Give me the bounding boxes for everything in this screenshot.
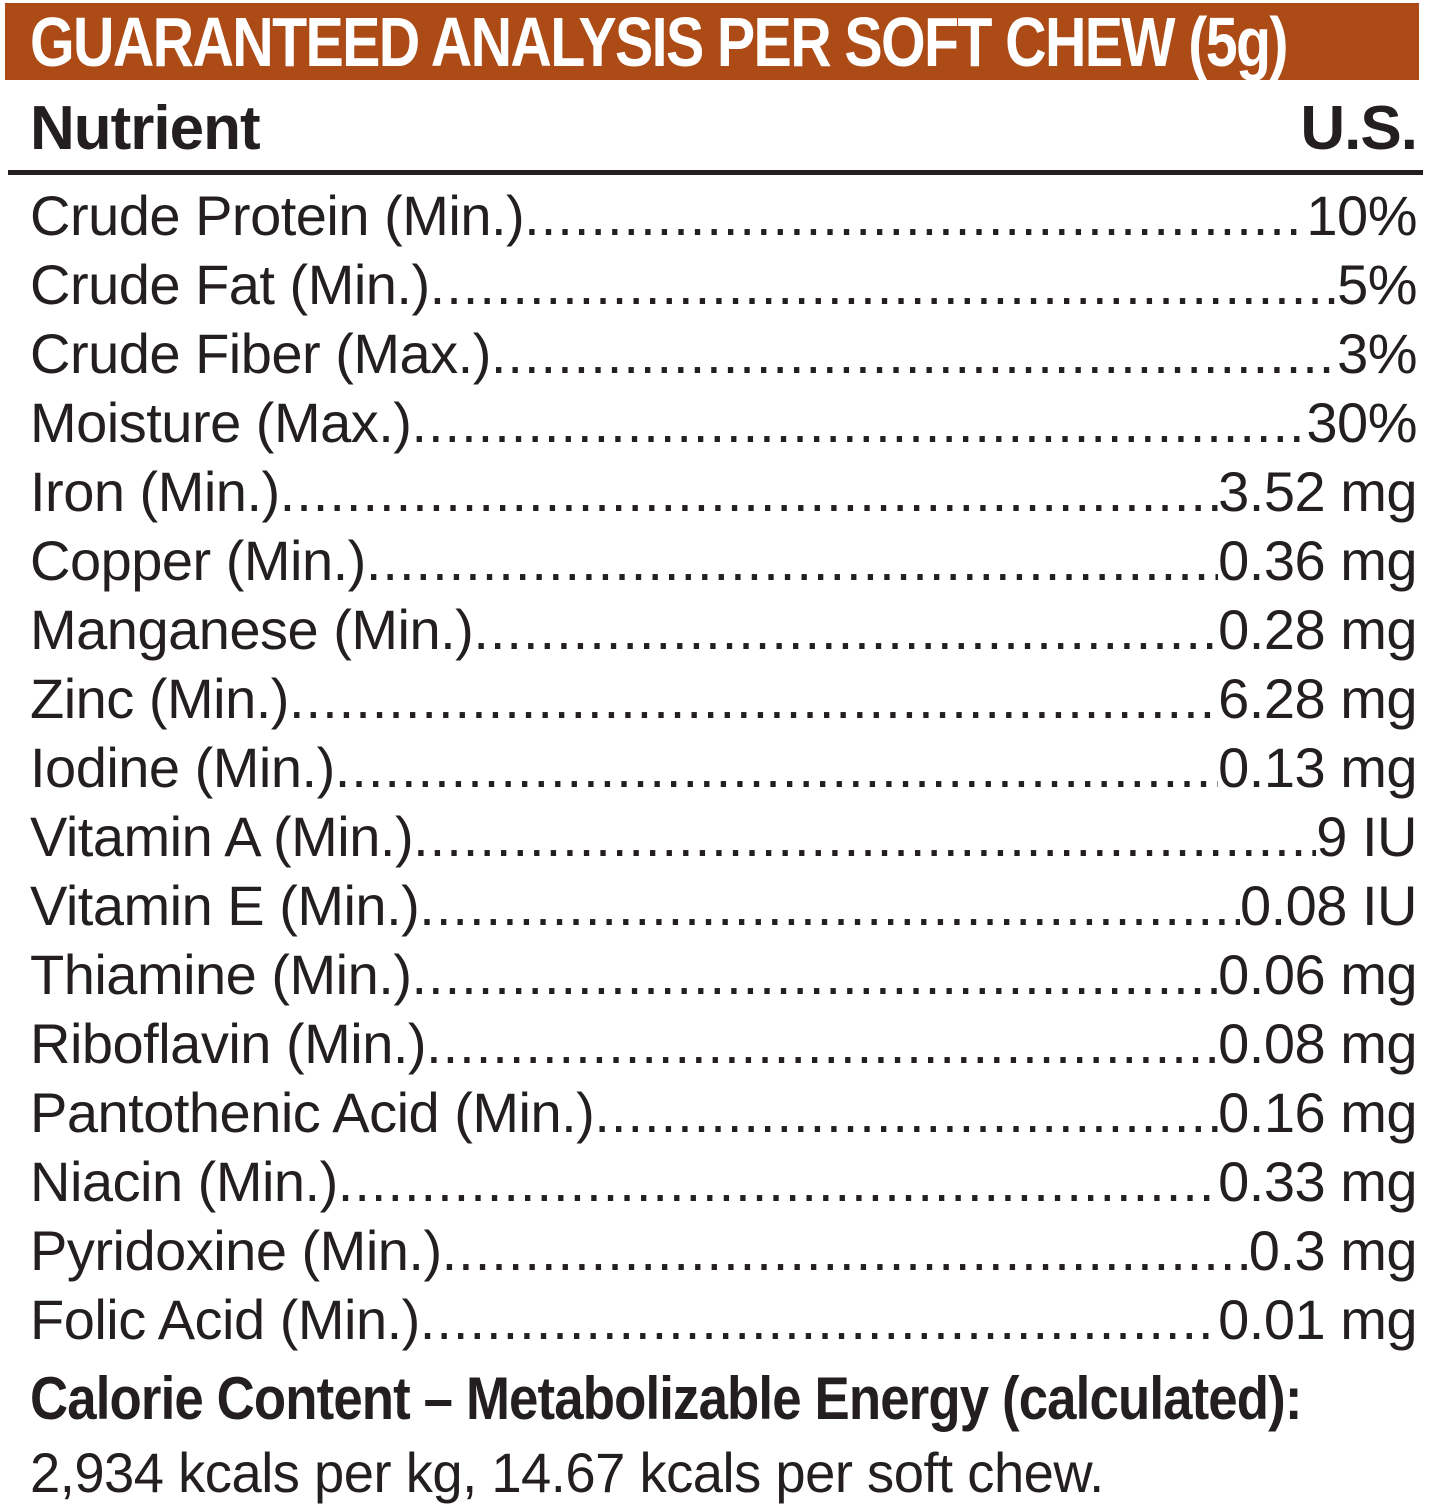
dot-leader	[289, 664, 1218, 733]
dot-leader	[366, 526, 1218, 595]
nutrient-name: Iron (Min.)	[30, 460, 280, 523]
dot-leader	[338, 1147, 1218, 1216]
dot-leader	[335, 733, 1218, 802]
nutrient-value: 30%	[1306, 391, 1417, 454]
nutrient-row	[30, 526, 1417, 595]
column-header-us: U.S.	[1300, 94, 1417, 163]
nutrient-value: 0.13 mg	[1218, 736, 1417, 799]
column-header-nutrient: Nutrient	[30, 94, 260, 163]
nutrient-value: 0.33 mg	[1218, 1150, 1417, 1213]
nutrient-row	[30, 1009, 1417, 1078]
nutrient-name: Crude Protein (Min.)	[30, 184, 525, 247]
nutrient-table-body	[0, 175, 1441, 1354]
nutrient-row	[30, 319, 1417, 388]
dot-leader	[413, 802, 1316, 871]
dot-leader	[280, 457, 1219, 526]
dot-leader	[430, 250, 1337, 319]
nutrient-name: Moisture (Max.)	[30, 391, 412, 454]
nutrient-row	[30, 733, 1417, 802]
nutrient-row	[30, 940, 1417, 1009]
nutrient-value: 6.28 mg	[1218, 667, 1417, 730]
nutrient-value: 0.28 mg	[1218, 598, 1417, 661]
nutrient-row	[30, 250, 1417, 319]
nutrient-name: Zinc (Min.)	[30, 667, 289, 730]
dot-leader	[524, 181, 1306, 250]
nutrient-name: Vitamin A (Min.)	[30, 805, 414, 868]
column-header-row	[0, 96, 1441, 162]
nutrient-row	[30, 595, 1417, 664]
dot-leader	[594, 1078, 1218, 1147]
nutrient-name: Crude Fat (Min.)	[30, 253, 430, 316]
nutrient-value: 0.36 mg	[1218, 529, 1417, 592]
nutrient-name: Pyridoxine (Min.)	[30, 1219, 442, 1282]
nutrient-row	[30, 1147, 1417, 1216]
dot-leader	[442, 1216, 1249, 1285]
nutrient-value: 3%	[1337, 322, 1417, 385]
dot-leader	[491, 319, 1337, 388]
calorie-content-heading: Calorie Content – Metabolizable Energy (calculated):	[30, 1365, 1302, 1432]
nutrient-name: Iodine (Min.)	[30, 736, 335, 799]
nutrient-value: 9 IU	[1316, 805, 1417, 868]
nutrient-value: 5%	[1337, 253, 1417, 316]
banner-title: GUARANTEED ANALYSIS PER SOFT CHEW (5g)	[30, 3, 1287, 80]
nutrient-value: 0.01 mg	[1218, 1288, 1417, 1351]
nutrient-row	[30, 1216, 1417, 1285]
dot-leader	[411, 388, 1306, 457]
nutrient-name: Thiamine (Min.)	[30, 943, 412, 1006]
nutrient-name: Vitamin E (Min.)	[30, 874, 420, 937]
nutrient-row	[30, 457, 1417, 526]
nutrient-value: 0.08 IU	[1239, 874, 1417, 937]
nutrient-name: Crude Fiber (Max.)	[30, 322, 491, 385]
dot-leader	[473, 595, 1218, 664]
nutrient-value: 0.16 mg	[1218, 1081, 1417, 1144]
dot-leader	[419, 871, 1240, 940]
nutrient-name: Manganese (Min.)	[30, 598, 474, 661]
dot-leader	[420, 1285, 1218, 1354]
nutrient-row	[30, 1078, 1417, 1147]
banner	[5, 3, 1419, 80]
nutrient-value: 0.3 mg	[1248, 1219, 1417, 1282]
nutrient-name: Copper (Min.)	[30, 529, 366, 592]
nutrient-name: Niacin (Min.)	[30, 1150, 338, 1213]
nutrient-row	[30, 664, 1417, 733]
dot-leader	[426, 1009, 1218, 1078]
nutrient-value: 3.52 mg	[1218, 460, 1417, 523]
nutrient-value: 10%	[1306, 184, 1417, 247]
nutrient-name: Folic Acid (Min.)	[30, 1288, 420, 1351]
nutrient-value: 0.08 mg	[1218, 1012, 1417, 1075]
nutrient-row	[30, 871, 1417, 940]
calorie-content-detail: 2,934 kcals per kg, 14.67 kcals per soft chew.	[30, 1441, 1104, 1504]
nutrient-row	[30, 802, 1417, 871]
nutrient-name: Pantothenic Acid (Min.)	[30, 1081, 595, 1144]
nutrient-row	[30, 181, 1417, 250]
nutrient-row	[30, 1285, 1417, 1354]
nutrient-name: Riboflavin (Min.)	[30, 1012, 427, 1075]
nutrient-value: 0.06 mg	[1218, 943, 1417, 1006]
nutrient-row	[30, 388, 1417, 457]
guaranteed-analysis-label	[0, 3, 1441, 1503]
dot-leader	[411, 940, 1218, 1009]
